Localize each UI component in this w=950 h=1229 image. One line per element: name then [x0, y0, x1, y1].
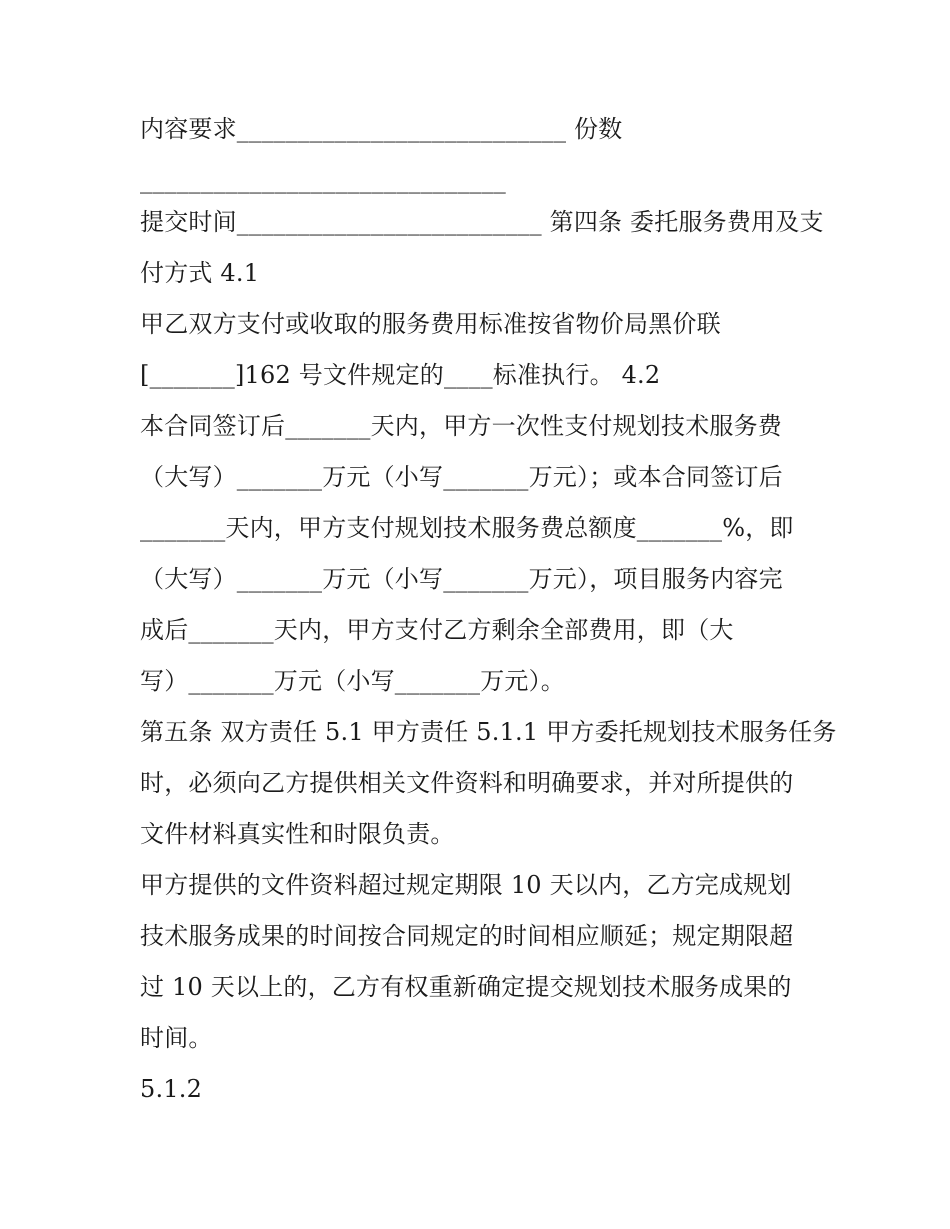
text-line-provide-documents: 时，必须向乙方提供相关文件资料和明确要求，并对所提供的	[140, 769, 794, 797]
text-line-payment-method: 付方式 4.1	[140, 259, 260, 287]
text-line-authenticity: 文件材料真实性和时限负责。	[140, 820, 455, 848]
text-line-deadline: 甲方提供的文件资料超过规定期限 10 天以内，乙方完成规划	[140, 871, 792, 899]
text-line-content-requirements: 内容要求___________________________ 份数	[140, 115, 623, 143]
text-line-submit-time: 提交时间_________________________ 第四条 委托服务费用及支	[140, 208, 824, 236]
text-line-clause-512: 5.1.2	[140, 1075, 203, 1103]
text-line-article-five: 第五条 双方责任 5.1 甲方责任 5.1.1 甲方委托规划技术服务任务	[140, 718, 837, 746]
text-line-percentage: _______天内，甲方支付规划技术服务费总额度_______%，即	[140, 514, 794, 542]
text-line-remaining-amount: 写）_______万元（小写_______万元）。	[140, 667, 565, 695]
text-line-postpone: 技术服务成果的时间按合同规定的时间相应顺延；规定期限超	[140, 922, 794, 950]
text-line-time: 时间。	[140, 1024, 213, 1052]
text-line-blank: ______________________________	[140, 166, 506, 194]
text-line-redetermine: 过 10 天以上的，乙方有权重新确定提交规划技术服务成果的	[140, 973, 792, 1001]
text-line-fee-standard: 甲乙双方支付或收取的服务费用标准按省物价局黑价联	[140, 310, 721, 338]
text-line-contract-payment: 本合同签订后_______天内，甲方一次性支付规划技术服务费	[140, 412, 782, 440]
text-line-document-number: [_______]162 号文件规定的____标准执行。 4.2	[140, 361, 661, 389]
text-line-amount-service: （大写）_______万元（小写_______万元），项目服务内容完	[140, 565, 783, 593]
text-line-amount-uppercase: （大写）_______万元（小写_______万元）；或本合同签订后	[140, 463, 783, 491]
text-line-remaining-fee: 成后_______天内，甲方支付乙方剩余全部费用，即（大	[140, 616, 734, 644]
